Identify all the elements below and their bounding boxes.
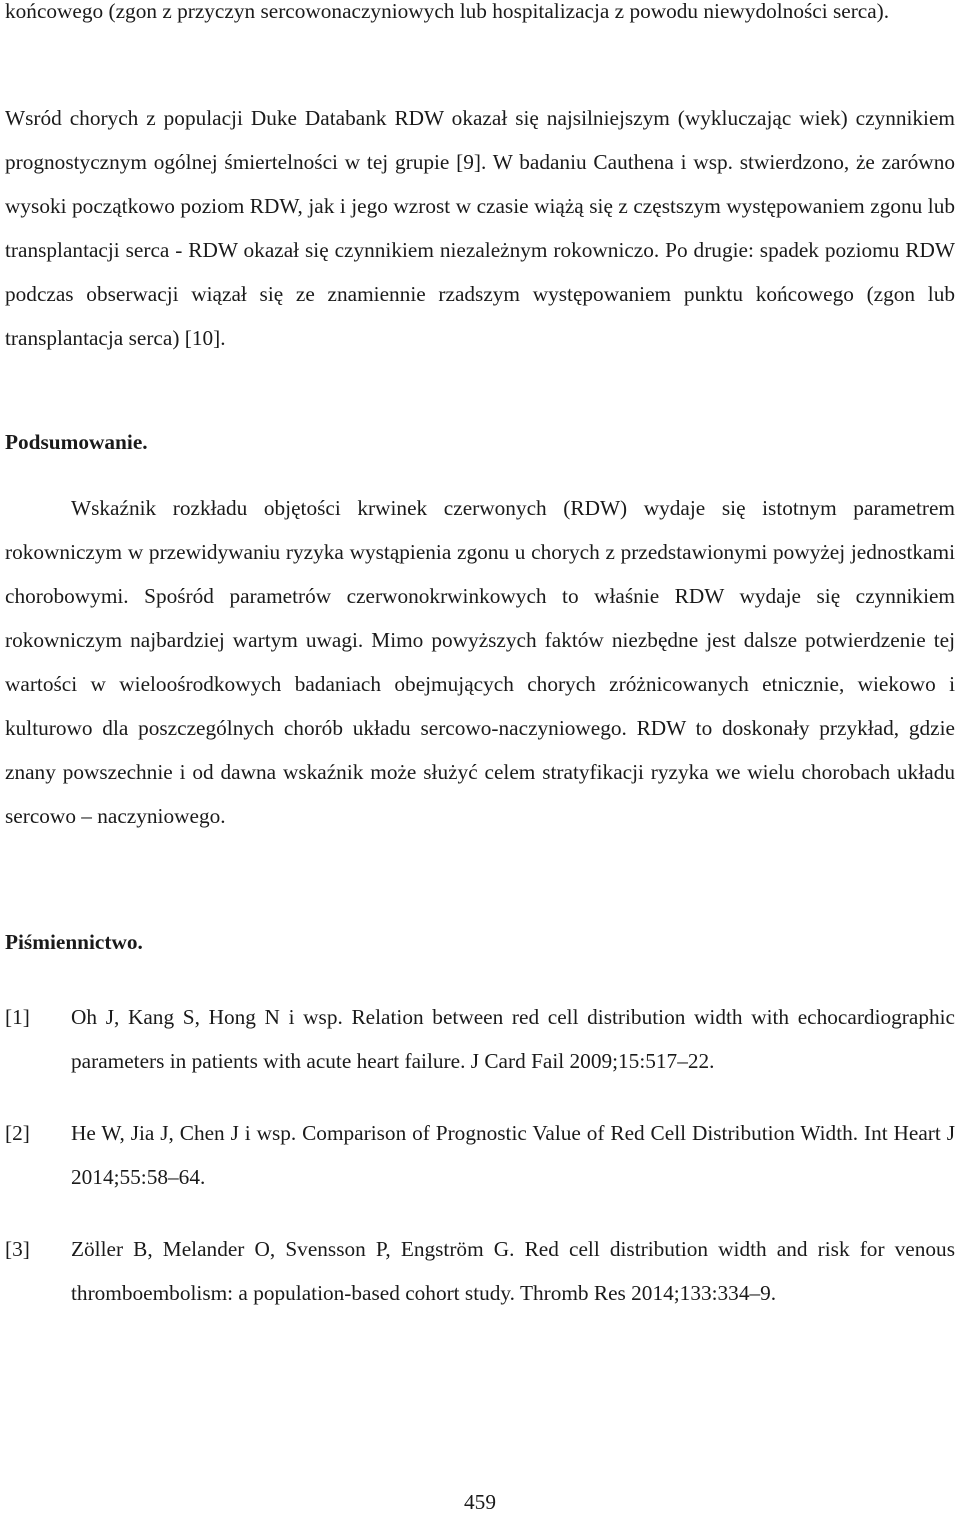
summary-paragraph: Wskaźnik rozkładu objętości krwinek czerwonych (RDW) wydaje się istotnym parametrem rokowniczym w przewidywaniu ryzyka wystąpienia zgonu u chorych z przedstawionymi powyżej jednostkami chorobowymi. Spośród parametrów czerwonokrwinkowych to właśnie RDW wydaje się czynnikiem rokowniczym najbardziej wartym uwagi. Mimo powyższych faktów niezbędne jest dalsze potwierdzenie tej wartości w wieloośrodkowych badaniach obejmujących chorych zróżnicowanych etnicznie, wiekowo i kulturowo dla poszczególnych chorób układu sercowo-naczyniowego. RDW to doskonały przykład, gdzie znany powszechnie i od dawna wskaźnik może służyć celem stratyfikacji ryzyka we wielu chorobach układu sercowo – naczyniowego.	[5, 496, 955, 828]
reference-number: [2]	[5, 1121, 30, 1145]
references-heading: Piśmiennictwo.	[5, 930, 143, 954]
references-list	[5, 995, 955, 1343]
reference-text: Zöller B, Melander O, Svensson P, Engström G. Red cell distribution width and risk for venous thromboembolism: a population-based cohort study. Thromb Res 2014;133:334–9.	[71, 1237, 955, 1305]
reference-number: [1]	[5, 1005, 30, 1029]
duke-databank-paragraph: Wsród chorych z populacji Duke Databank RDW okazał się najsilniejszym (wykluczając wiek) czynnikiem prognostycznym ogólnej śmiertelności w tej grupie [9]. W badaniu Cauthena i wsp. stwierdzono, że zarówno wysoki początkowo poziom RDW, jak i jego wzrost w czasie wiążą się z częstszym występowaniem zgonu lub transplantacji serca - RDW okazał się czynnikiem niezależnym rokowniczo. Po drugie: spadek poziomu RDW podczas obserwacji wiązał się ze znamiennie rzadszym występowaniem punktu końcowego (zgon lub transplantacja serca) [10].	[5, 106, 955, 350]
continuation-paragraph: końcowego (zgon z przyczyn sercowonaczyniowych lub hospitalizacja z powodu niewydolności serca).	[5, 0, 890, 23]
reference-item	[5, 1111, 955, 1199]
reference-text: He W, Jia J, Chen J i wsp. Comparison of Prognostic Value of Red Cell Distribution Width. Int Heart J 2014;55:58–64.	[71, 1121, 955, 1189]
page-number: 459	[464, 1490, 496, 1514]
reference-text: Oh J, Kang S, Hong N i wsp. Relation between red cell distribution width with echocardiographic parameters in patients with acute heart failure. J Card Fail 2009;15:517–22.	[71, 1005, 955, 1073]
reference-item	[5, 995, 955, 1083]
summary-heading: Podsumowanie.	[5, 430, 148, 454]
reference-number: [3]	[5, 1237, 30, 1261]
reference-item	[5, 1227, 955, 1315]
